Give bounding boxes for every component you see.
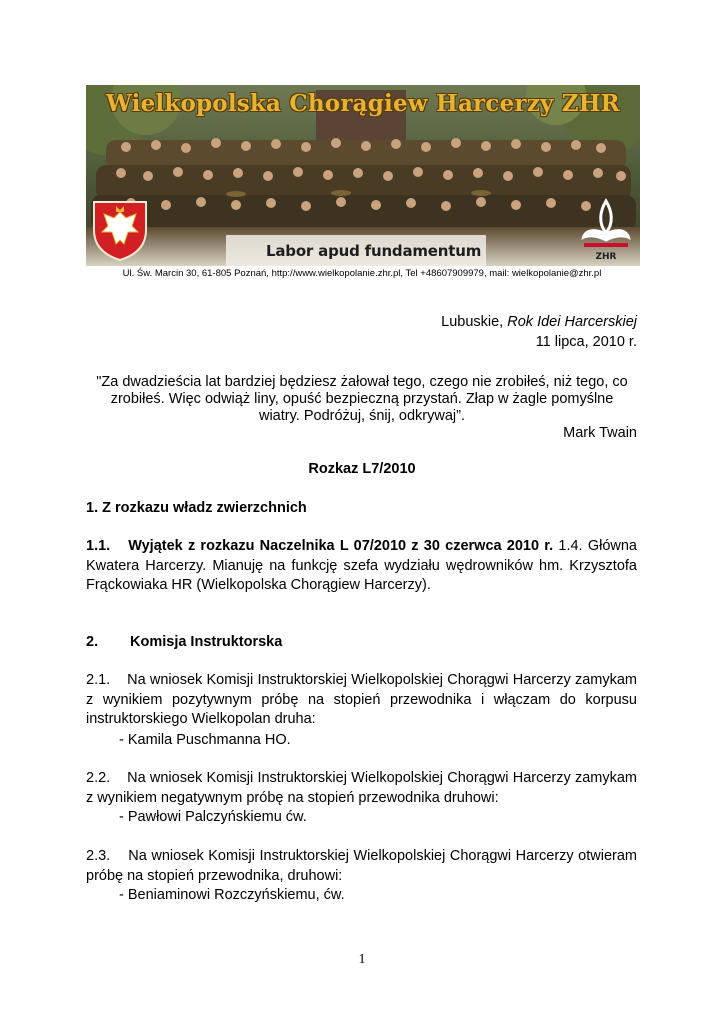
- quote-line-3: wiatry. Podróżuj, śnij, odkrywaj”.: [258, 408, 466, 424]
- paragraph-2-2: 2.2. Na wniosek Komisji Instruktorskiej Wielkopolskiej Chorągwi Harcerzy zamykam z wynikiem negatywnym próbę na stopień przewodnika druhowi:: [86, 770, 642, 806]
- p22-person: - Pawłowi Palczyńskiemu ćw.: [119, 809, 307, 825]
- banner-motto: Labor apud fundamentum: [266, 242, 482, 260]
- zhr-label: ZHR: [595, 252, 617, 262]
- date: 11 lipca, 2010 r.: [535, 334, 637, 350]
- p11-text: 1.4. Główna Kwatera Harcerzy. Mianuję na funkcję szefa wydziału wędrowników hm. Krzysztofa Frąckowiaka HR (Wielkopolska Chorągiew Harcerzy).: [86, 538, 637, 593]
- banner-title: Wielkopolska Chorągiew Harcerzy ZHR: [106, 90, 620, 117]
- page-number: 1: [358, 952, 366, 967]
- p23-person: - Beniaminowi Rozczyńskiemu, ćw.: [119, 887, 345, 903]
- section-2-number: 2.: [86, 634, 99, 650]
- p21-person: - Kamila Puschmanna HO.: [119, 732, 291, 748]
- section-1-heading: 1. Z rozkazu władz zwierzchnich: [86, 500, 307, 516]
- paragraph-2-3: 2.3. Na wniosek Komisji Instruktorskiej Wielkopolskiej Chorągwi Harcerzy otwieram próbę na stopień przewodnika, druhowi:: [86, 848, 642, 884]
- section-2-heading: Komisja Instruktorska: [130, 634, 283, 650]
- contact-address: Ul. Św. Marcin 30, 61-805 Poznań, http://www.wielkopolanie.zhr.pl, Tel +48607909979, mail: wielkopolanie@zhr.pl: [122, 268, 602, 279]
- header-banner: [86, 85, 640, 266]
- paragraph-1-1: [86, 537, 637, 596]
- quote-author: Mark Twain: [563, 425, 637, 441]
- order-title: Rozkaz L7/2010: [308, 461, 416, 477]
- place-line: [441, 313, 637, 331]
- paragraph-2-1: 2.1. Na wniosek Komisji Instruktorskiej Wielkopolskiej Chorągwi Harcerzy zamykam z wynikiem pozytywnym próbę na stopień przewodnika i włączam do korpusu instruktorskiego Wielkopolan druha:: [86, 672, 642, 727]
- zhr-lily-icon: [576, 197, 636, 263]
- quote-line-2: zrobiłeś. Więc odwiąż liny, opuść bezpieczną przystań. Złap w żagle pomyślne: [110, 391, 614, 407]
- coat-of-arms-icon: [92, 200, 148, 262]
- place: Lubuskie,: [441, 314, 508, 330]
- p11-number: 1.1.: [86, 538, 111, 554]
- quote-line-1: "Za dwadzieścia lat bardziej będziesz żałował tego, czego nie zrobiłeś, niż tego, co: [96, 374, 628, 390]
- year-motto: Rok Idei Harcerskiej: [507, 314, 637, 330]
- p11-bold: Wyjątek z rozkazu Naczelnika L 07/2010 z 30 czerwca 2010 r.: [128, 538, 554, 554]
